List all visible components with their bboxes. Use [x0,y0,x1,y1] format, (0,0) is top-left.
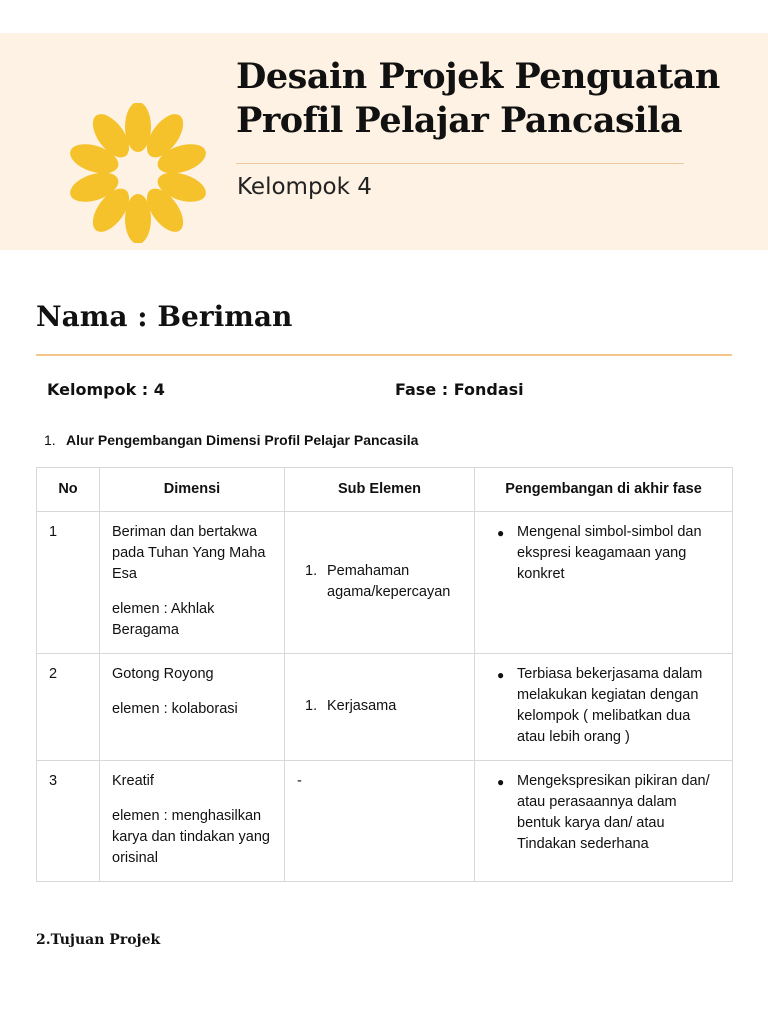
section-1-heading [44,432,418,448]
sub-elemen-text: Pemahaman agama/kepercayan [327,562,451,600]
bullet-icon: ● [497,526,505,540]
fase-label: Fase : Fondasi [395,380,524,399]
header-divider [236,163,684,164]
elemen-text: elemen : kolaborasi [112,701,238,717]
section-divider [36,354,732,356]
table-row [37,512,733,654]
nama-heading: Nama : Beriman [36,300,293,333]
pengembangan-item [497,522,722,585]
page-subtitle: Kelompok 4 [237,174,372,200]
flower-petal [125,194,151,243]
kelompok-label: Kelompok : 4 [47,380,165,399]
pengembangan-text: Mengenal simbol-simbol dan ekspresi keagamaan yang konkret [517,524,702,582]
cell-sub-elemen [285,512,475,654]
cell-no: 2 [37,654,100,761]
section-1-number: 1. [44,432,56,448]
cell-dimensi [100,654,285,761]
sub-elemen-item [305,561,464,603]
pengembangan-item [497,664,722,748]
dimensi-text: Kreatif [112,773,154,789]
table-row [37,654,733,761]
cell-dimensi [100,761,285,882]
flower-petal [125,103,151,152]
sub-elemen-number: 1. [305,697,318,714]
cell-pengembangan [475,761,733,882]
title-line-1: Desain Projek Penguatan [236,56,720,97]
header-no: No [37,468,100,512]
table-row [37,761,733,882]
table-header-row [37,468,733,512]
dimensi-text: Gotong Royong [112,666,214,682]
dimensi-table [36,467,733,882]
cell-pengembangan [475,654,733,761]
sub-elemen-item [305,696,464,717]
header-banner [0,33,768,250]
page-title [236,55,746,143]
bullet-icon: ● [497,775,505,789]
pengembangan-item [497,771,722,855]
cell-no: 1 [37,512,100,654]
cell-pengembangan [475,512,733,654]
cell-no: 3 [37,761,100,882]
header-pengembangan: Pengembangan di akhir fase [475,468,733,512]
header-sub-elemen: Sub Elemen [285,468,475,512]
pengembangan-text: Terbiasa bekerjasama dalam melakukan kegiatan dengan kelompok ( melibatkan dua atau lebih orang ) [517,666,703,745]
section-2-heading: 2.Tujuan Projek [36,932,161,948]
cell-sub-elemen: - [285,761,475,882]
dimensi-text: Beriman dan bertakwa pada Tuhan Yang Maha Esa [112,524,266,582]
cell-dimensi [100,512,285,654]
sub-elemen-number: 1. [305,562,318,579]
sub-elemen-text: Kerjasama [327,697,397,714]
flower-icon [64,103,212,243]
elemen-text: elemen : menghasilkan karya dan tindakan yang orisinal [112,808,270,866]
elemen-text: elemen : Akhlak Beragama [112,601,215,638]
title-line-2: Profil Pelajar Pancasila [236,100,682,141]
header-dimensi: Dimensi [100,468,285,512]
pengembangan-text: Mengekspresikan pikiran dan/ atau perasaannya dalam bentuk karya dan/ atau Tindakan sederhana [517,773,710,852]
cell-sub-elemen [285,654,475,761]
section-1-title: Alur Pengembangan Dimensi Profil Pelajar Pancasila [66,432,419,448]
bullet-icon: ● [497,668,505,682]
